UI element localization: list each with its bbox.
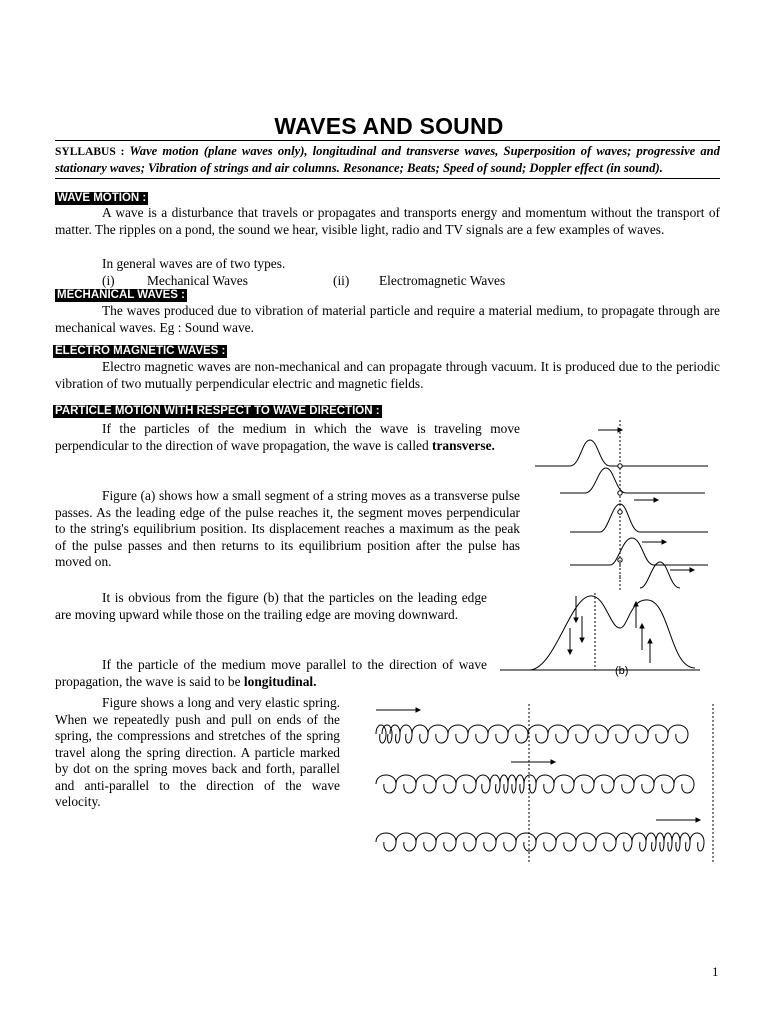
figure-b-label: (b) (615, 665, 629, 677)
wave-type-1-number: (i) (102, 273, 115, 288)
page-number: 1 (712, 964, 719, 979)
longitudinal-definition-paragraph (55, 657, 487, 690)
page-title: WAVES AND SOUND (274, 113, 504, 139)
longitudinal-definition-text: If the particle of the medium move parallel to the direction of wave propagation, the wave is said to be (55, 657, 487, 689)
syllabus-label: SYLLABUS : (55, 146, 125, 158)
mechanical-waves-paragraph: The waves produced due to vibration of material particle and require a material medium, to propagate through are mechanical waves. Eg : Sound wave. (55, 303, 720, 335)
wave-type-1: Mechanical Waves (147, 273, 248, 288)
syllabus-box (55, 140, 720, 179)
wave-types-intro: In general waves are of two types. (102, 256, 286, 271)
figure-b-pulse-particles (500, 588, 700, 683)
wave-type-2-number: (ii) (333, 273, 350, 288)
figure-a-paragraph: Figure (a) shows how a small segment of a string moves as a transverse pulse passes. As the leading edge of the pulse reaches it, the segment moves perpendicular to the string's equilibrium position. Its displacement reaches a maximum as the peak of the pulse passes and then returns to its equilibrium position after the pulse has moved on. (55, 488, 520, 569)
heading-mechanical-waves: MECHANICAL WAVES : (57, 289, 185, 301)
spring-paragraph: Figure shows a long and very elastic spring. When we repeatedly push and pull on ends of the spring, the compressions and stretches of the spring travel along the spring direction. A particle marked by dot on the spring moves back and forth, parallel and anti-parallel to the direction of the wave velocity. (55, 695, 340, 809)
figure-a-transverse-pulse (530, 420, 710, 590)
wave-motion-paragraph: A wave is a disturbance that travels or propagates and transports energy and momentum without the transport of matter. The ripples on a pond, the sound we hear, visible light, radio and TV signals are a few examples of waves. (55, 205, 720, 237)
heading-em-waves: ELECTRO MAGNETIC WAVES : (55, 345, 226, 357)
heading-particle-motion: PARTICLE MOTION WITH RESPECT TO WAVE DIRECTION : (55, 405, 380, 417)
spring-figure (366, 704, 716, 864)
em-waves-paragraph: Electro magnetic waves are non-mechanical and can propagate through vacuum. It is produced due to the periodic vibration of two mutually perpendicular electric and magnetic fields. (55, 359, 720, 391)
longitudinal-term: longitudinal. (243, 673, 317, 689)
heading-wave-motion: WAVE MOTION : (57, 192, 147, 204)
transverse-definition-text: If the particles of the medium in which the wave is traveling move perpendicular to the direction of wave propagation, the wave is called (55, 421, 520, 453)
wave-type-2: Electromagnetic Waves (379, 273, 506, 288)
transverse-term: transverse. (432, 437, 495, 453)
syllabus-text: Wave motion (plane waves only), longitudinal and transverse waves, Superposition of waves; progressive and stationary waves; Vibration of strings and air columns. Resonance; Beats; Speed of sound; Doppler effect (in sound). (55, 144, 720, 175)
transverse-definition-paragraph (55, 421, 520, 454)
figure-b-paragraph: It is obvious from the figure (b) that the particles on the leading edge are moving upward while those on the trailing edge are moving downward. (55, 590, 487, 622)
